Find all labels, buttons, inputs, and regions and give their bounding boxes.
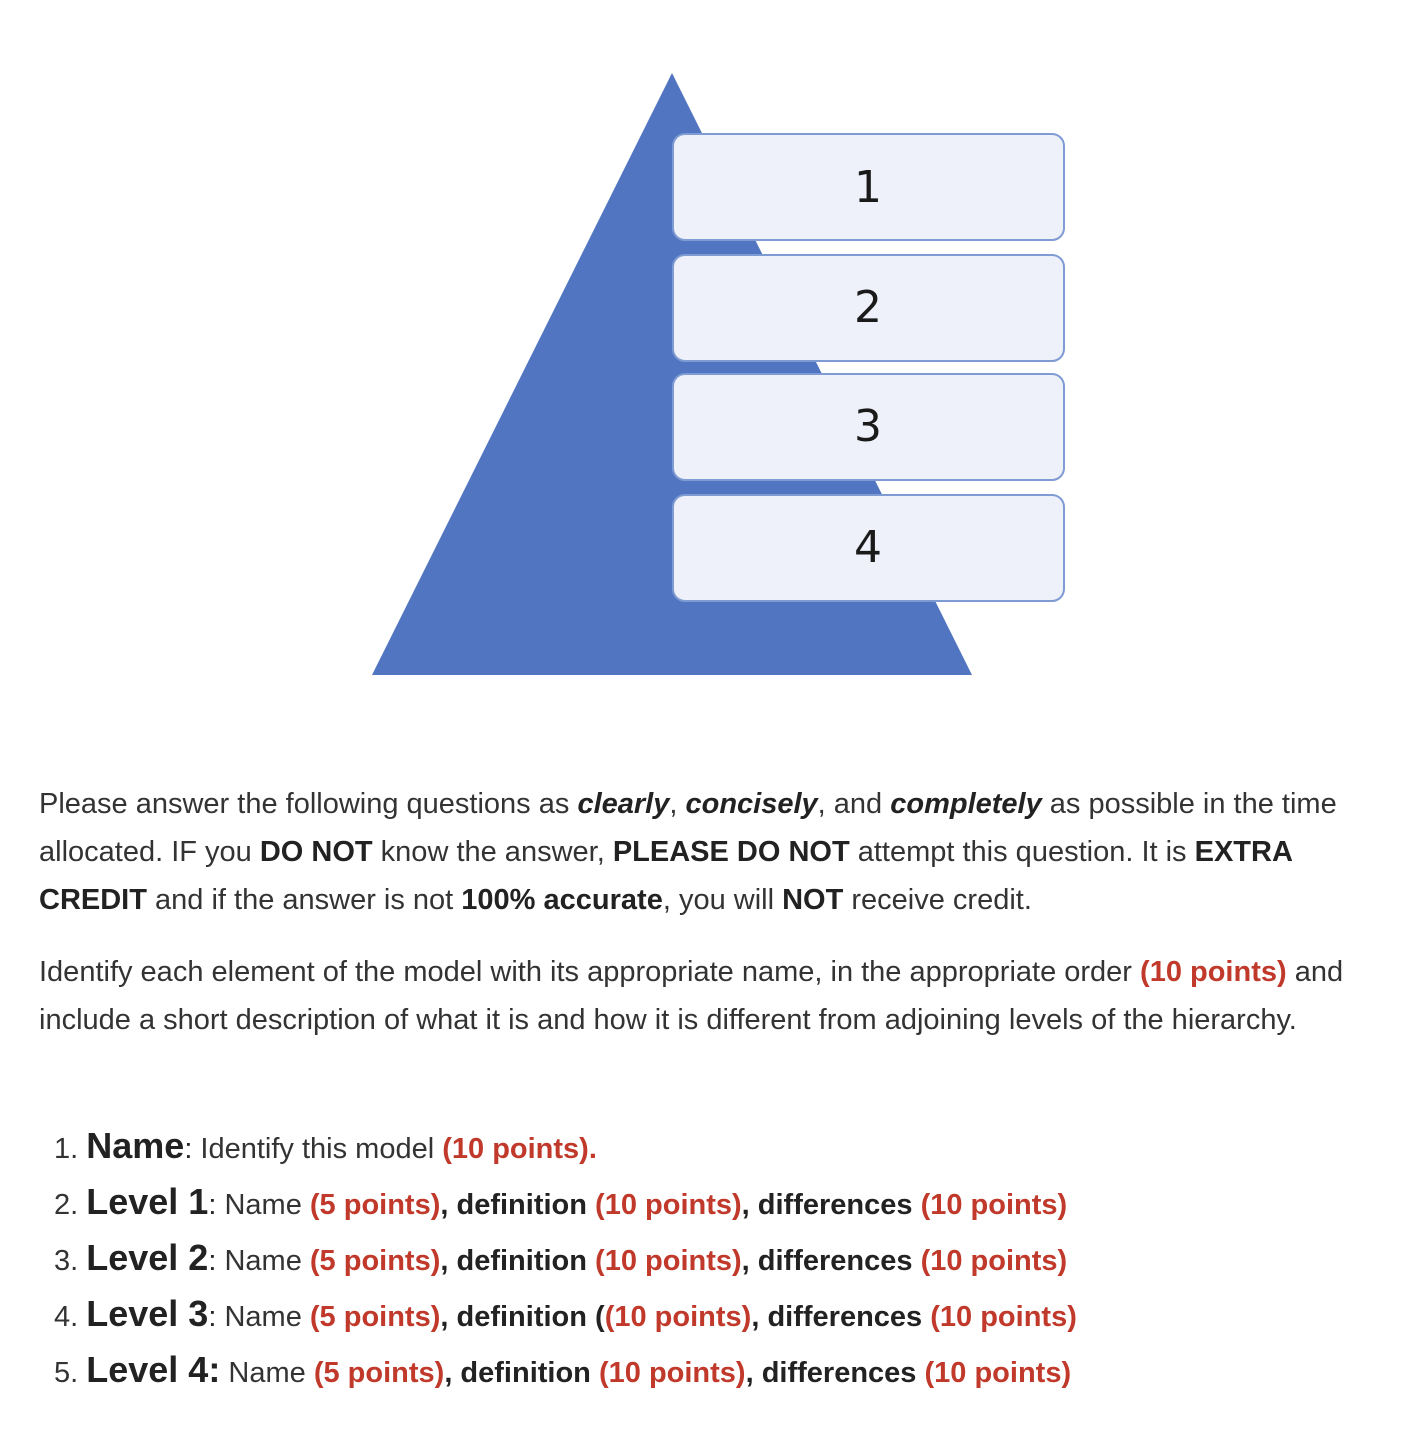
intro-paragraph: Please answer the following questions as clearly, concisely, and completely as possible in the time allocated. IF you DO NOT know the answer, PLEASE DO NOT attempt this question. It is EXTRA CREDIT and if the answer is not 100% accurate, you will NOT receive credit. bbox=[39, 788, 1337, 916]
emphasis-do-not: DO NOT bbox=[259, 836, 373, 868]
emphasis-completely: completely bbox=[890, 788, 1042, 820]
list-item: 2. Level 1: Name (5 points), definition (10 points), differences (10 points) bbox=[54, 1181, 1068, 1222]
list-item: 5. Level 4: Name (5 points), definition (10 points), differences (10 points) bbox=[54, 1349, 1072, 1390]
question-list bbox=[54, 1118, 1394, 1398]
emphasis-clearly: clearly bbox=[577, 788, 670, 820]
emphasis-concisely: concisely bbox=[685, 788, 818, 820]
level-number-2: 2 bbox=[854, 282, 882, 333]
emphasis-not: NOT bbox=[782, 884, 844, 916]
emphasis-please-do-not: PLEASE DO NOT bbox=[612, 836, 850, 868]
instructions-paragraph: Identify each element of the model with its appropriate name, in the appropriate order (10 points) and include a short description of what it is and how it is different from adjoining levels of the hierarchy. bbox=[39, 956, 1344, 1036]
level-box-3 bbox=[673, 374, 1064, 480]
list-item: 1. Name: Identify this model (10 points). bbox=[54, 1125, 597, 1166]
points-badge: (10 points) bbox=[1140, 956, 1287, 988]
level-number-3: 3 bbox=[854, 401, 882, 452]
emphasis-accurate: 100% accurate bbox=[461, 884, 663, 916]
emphasis-extra-credit: EXTRA CREDIT bbox=[39, 836, 1292, 916]
level-box-2 bbox=[673, 255, 1064, 361]
list-item: 4. Level 3: Name (5 points), definition ((10 points), differences (10 points) bbox=[54, 1293, 1077, 1334]
level-number-1: 1 bbox=[854, 162, 882, 213]
level-box-1 bbox=[673, 134, 1064, 240]
list-item: 3. Level 2: Name (5 points), definition (10 points), differences (10 points) bbox=[54, 1237, 1068, 1278]
level-number-4: 4 bbox=[854, 522, 882, 573]
level-box-4 bbox=[673, 495, 1064, 601]
